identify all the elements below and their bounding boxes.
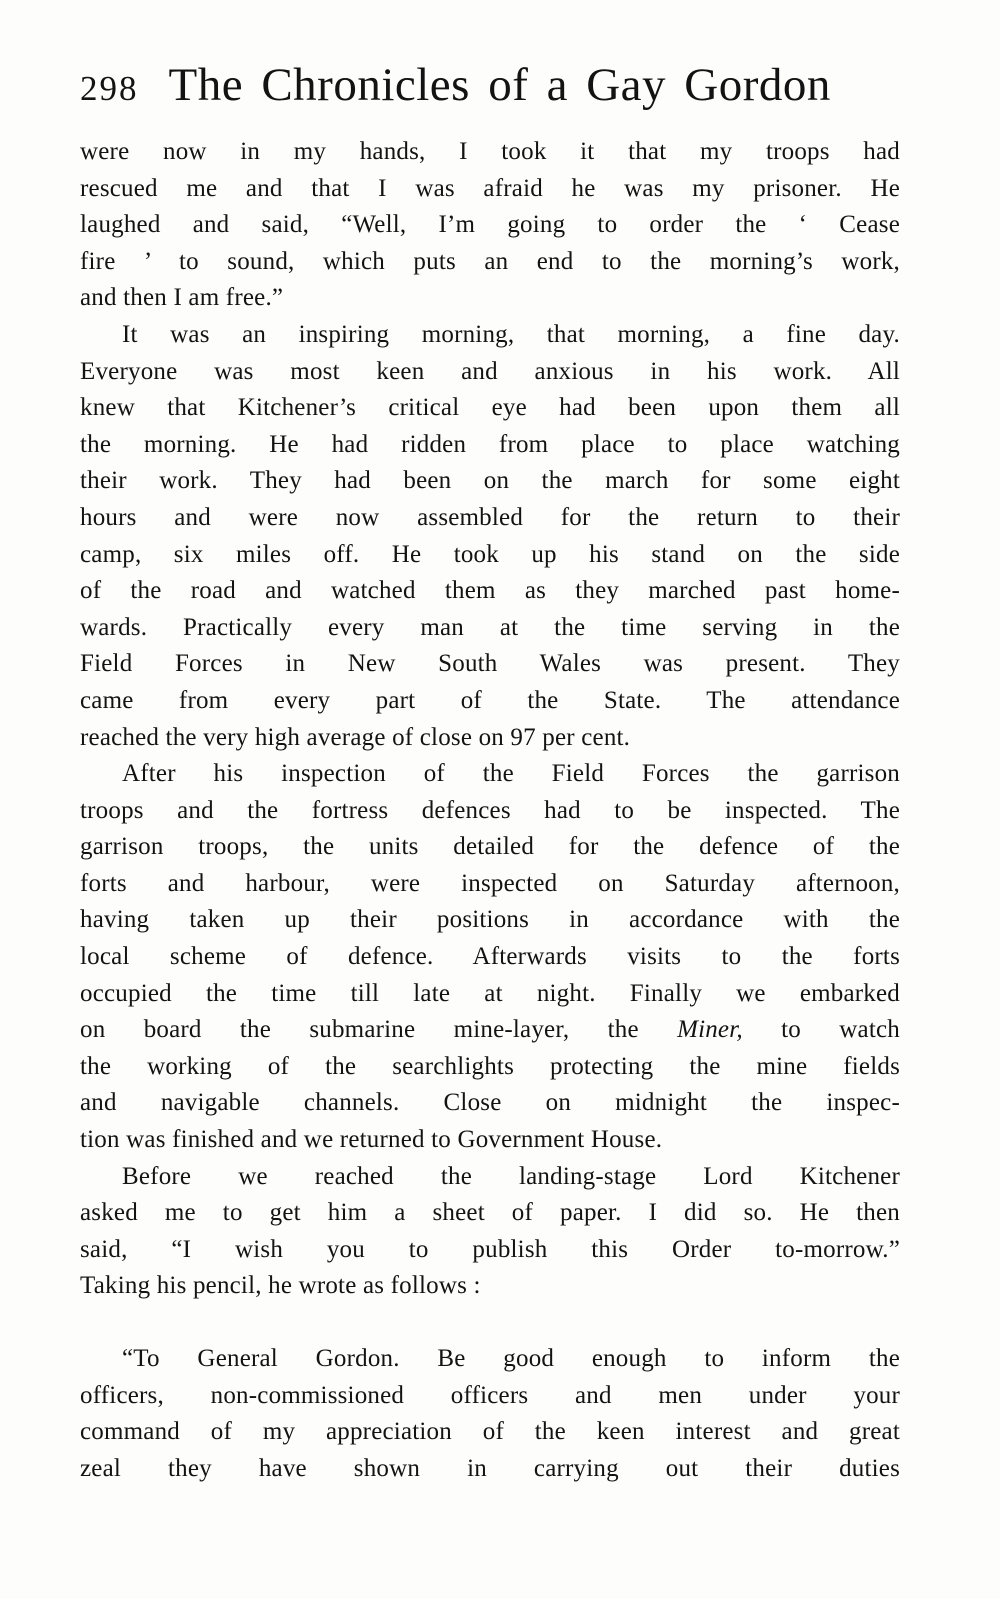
text-line: camp, six miles off. He took up his stand on the side	[80, 540, 900, 568]
paragraph	[80, 134, 900, 317]
running-header	[80, 58, 900, 112]
text-line: occupied the time till late at night. Finally we embarked	[80, 979, 900, 1007]
block-quote-paragraph	[80, 1341, 900, 1487]
italic-ship-name: Miner,	[677, 1016, 743, 1044]
text-line: zeal they have shown in carrying out their duties	[80, 1454, 900, 1482]
text-line: the morning. He had ridden from place to place watching	[80, 430, 900, 458]
paragraph	[80, 1159, 900, 1305]
paragraph	[80, 756, 900, 1159]
text-line: hours and were now assembled for the return to their	[80, 503, 900, 531]
page-body	[80, 134, 900, 1487]
text-line: local scheme of defence. Afterwards visits to the forts	[80, 943, 900, 971]
text-line: and then I am free.”	[80, 284, 284, 312]
text-line: officers, non-commissioned officers and men under your	[80, 1381, 900, 1409]
text-line: Before we reached the landing-stage Lord Kitchener	[122, 1162, 900, 1190]
text-line: laughed and said, “Well, I’m going to order the ‘ Cease	[80, 211, 900, 239]
text-line: fire ’ to sound, which puts an end to the morning’s work,	[80, 247, 900, 275]
text-line: asked me to get him a sheet of paper. I did so. He then	[80, 1199, 900, 1227]
paragraph	[80, 317, 900, 756]
text-line: tion was finished and we returned to Government House.	[80, 1126, 663, 1154]
text-line: rescued me and that I was afraid he was my prisoner. He	[80, 174, 900, 202]
text-line: the working of the searchlights protecting the mine fields	[80, 1052, 900, 1080]
text-line: came from every part of the State. The attendance	[80, 686, 900, 714]
text-line: forts and harbour, were inspected on Saturday afternoon,	[80, 869, 900, 897]
text-line: command of my appreciation of the keen interest and great	[80, 1418, 900, 1446]
page-number: 298	[80, 69, 139, 108]
text-line: garrison troops, the units detailed for the defence of the	[80, 833, 900, 861]
page-header-title: The Chronicles of a Gay Gordon	[168, 59, 831, 111]
text-line: Taking his pencil, he wrote as follows :	[80, 1272, 481, 1300]
text-line: of the road and watched them as they marched past home-	[80, 577, 900, 605]
text-line: having taken up their positions in accordance with the	[80, 906, 900, 934]
text-line: knew that Kitchener’s critical eye had been upon them all	[80, 394, 900, 422]
text-line: their work. They had been on the march for some eight	[80, 467, 900, 495]
text-line: “To General Gordon. Be good enough to inform the	[122, 1345, 900, 1372]
text-line: said, “I wish you to publish this Order to-morrow.”	[80, 1235, 900, 1263]
text-line: on board the submarine mine-layer, the Miner, to watch	[80, 1016, 900, 1044]
text-line: and navigable channels. Close on midnight the inspec-	[80, 1089, 900, 1117]
text-line: Everyone was most keen and anxious in his work. All	[80, 357, 900, 385]
text-line: Field Forces in New South Wales was present. They	[80, 650, 900, 678]
text-line: wards. Practically every man at the time serving in the	[80, 613, 900, 641]
text-line: After his inspection of the Field Forces the garrison	[122, 760, 900, 788]
text-line: were now in my hands, I took it that my troops had	[80, 138, 900, 165]
text-line: It was an inspiring morning, that morning, a fine day.	[122, 320, 900, 348]
text-line: troops and the fortress defences had to be inspected. The	[80, 796, 900, 824]
text-line: reached the very high average of close on 97 per cent.	[80, 723, 631, 751]
